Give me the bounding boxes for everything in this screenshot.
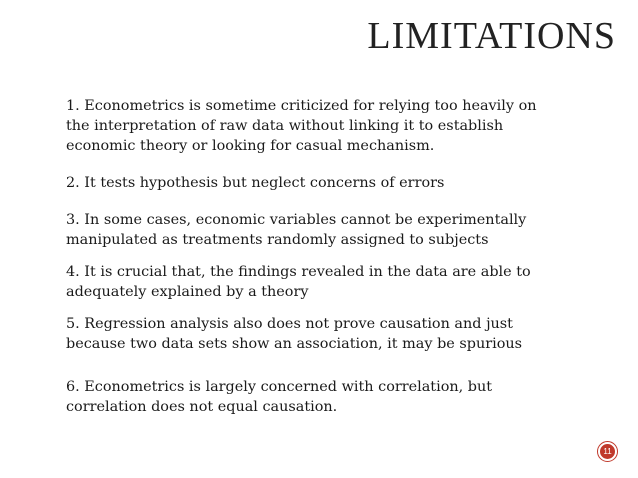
limitation-point-6: 6. Econometrics is largely concerned with correlation, but correlation does not equal causation. [66, 379, 493, 415]
page-number-badge [597, 441, 618, 462]
limitation-point-4: 4. It is crucial that, the findings revealed in the data are able to adequately explained by a theory [66, 264, 531, 300]
limitation-point-3: 3. In some cases, economic variables cannot be experimentally manipulated as treatments randomly assigned to subjects [66, 212, 527, 248]
limitation-point-5: 5. Regression analysis also does not prove causation and just because two data sets show an association, it may be spurious [66, 316, 523, 352]
limitation-point-1: 1. Econometrics is sometime criticized for relying too heavily on the interpretation of raw data without linking it to establish economic theory or looking for casual mechanism. [66, 98, 537, 154]
slide-title: LIMITATIONS [367, 15, 616, 57]
page-number: 11 [600, 444, 615, 459]
limitation-point-2: 2. It tests hypothesis but neglect concerns of errors [66, 175, 445, 191]
